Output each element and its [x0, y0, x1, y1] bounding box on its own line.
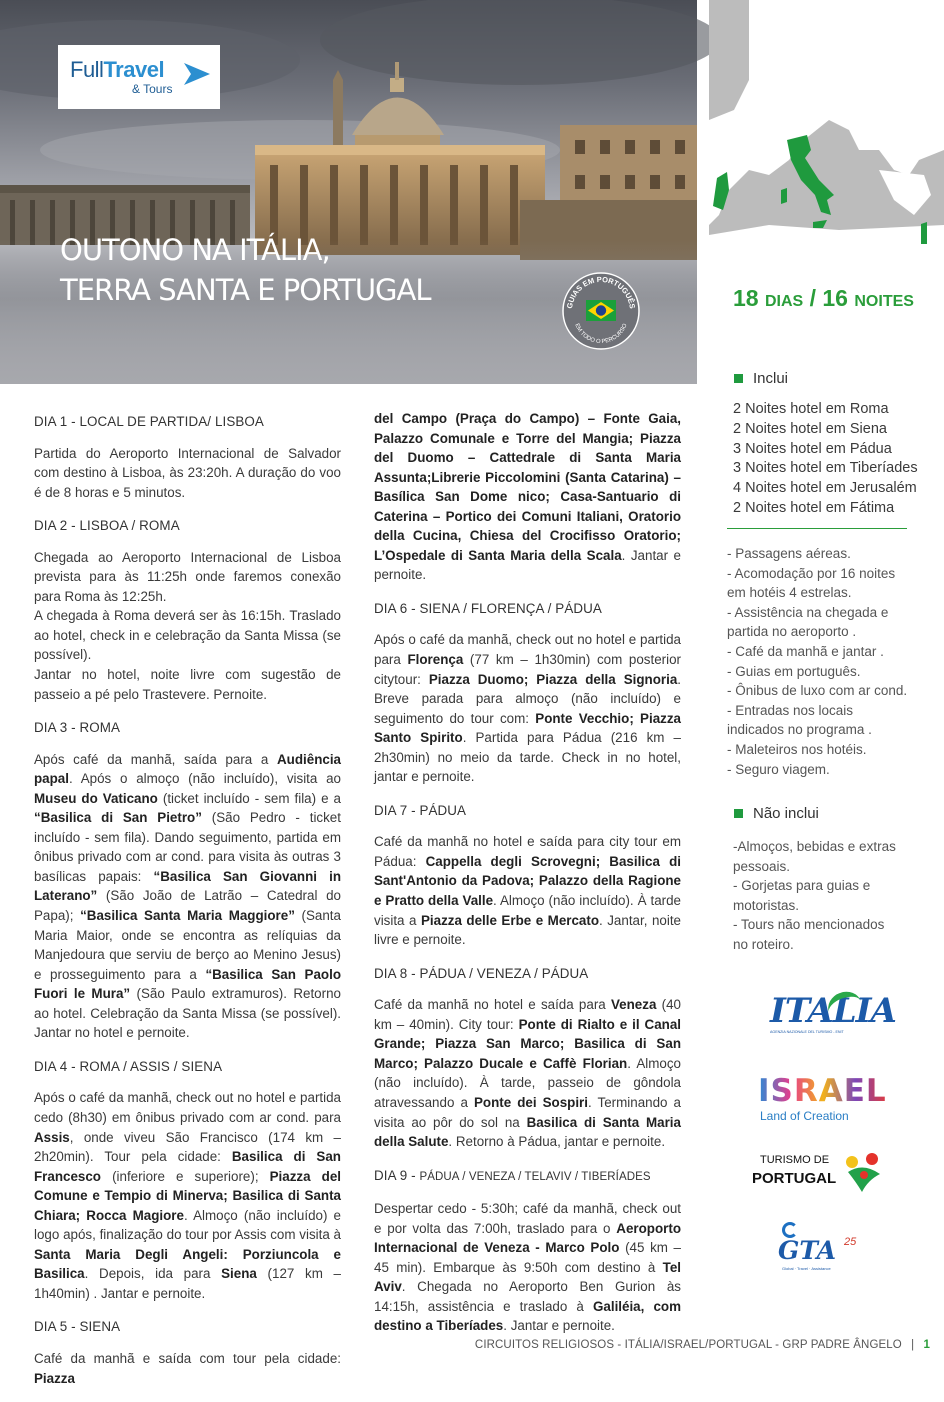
bullet-square-icon [734, 809, 743, 818]
hotel-nights-list [733, 400, 918, 519]
europe-map-image [709, 0, 944, 244]
day-1-text: Partida do Aeroporto Internacional de Salvador com destino à Lisboa, às 23:20h. A duração do voo é de 8 horas e 5 minutos. [34, 445, 341, 500]
divider [727, 528, 907, 529]
day-5-text-start: Café da manhã e saída com tour pela cidade: Piazza [34, 1350, 341, 1386]
day-1-title: DIA 1 - LOCAL DE PARTIDA/ LISBOA [34, 414, 264, 429]
list-item: - Guias em português. [727, 663, 861, 679]
day-8-text: Café da manhã no hotel e saída para Veneza (40 km – 40min). City tour: Ponte di Rialto e il Canal Grande; Piazza San Marco; Basilica di San Marco; Palazzo Ducale e Caffè Florian. Almoço (não incluído). À tarde, passeio de gôndola atravessando a Ponte dei Sospiri. Terminando a visita ao pôr do sol na Basilica di Santa Maria della Salute. Retorno à Pádua, jantar e pernoite. [374, 997, 681, 1150]
title-line-2: TERRA SANTA E PORTUGAL [60, 273, 431, 307]
itinerary-column-left [34, 412, 341, 1402]
includes-list [727, 544, 912, 779]
day-9-text: Despertar cedo - 5:30h; café da manhã, check out e por volta das 7:00h, traslado para o Aeroporto Internacional de Veneza - Marco Polo (45 km – 45 min). Embarque às 9:50h com destino à Tel Aviv. Chegada no Aeroporto Ben Gurion às 14:15h, assistência e traslado à Galiléia, com destino a Tiberíades. Jantar e pernoite. [374, 1201, 682, 1334]
list-item: - Café da manhã e jantar . [727, 643, 884, 659]
israel-logo [758, 1073, 888, 1129]
gta-years: 25 [844, 1236, 857, 1248]
page-title [60, 230, 431, 310]
italia-wordmark: ITALIA [770, 991, 896, 1031]
day-5-title: DIA 5 - SIENA [34, 1319, 121, 1335]
gta-subtitle: Global · Travel · Assistance [782, 1266, 831, 1271]
day-9-title: DIA 9 - PÁDUA / VENEZA / TELAVIV / TIBERÍADES [374, 1167, 651, 1183]
day-8-title: DIA 8 - PÁDUA / VENEZA / PÁDUA [374, 965, 589, 981]
logo-subtitle: & Tours [132, 82, 173, 96]
list-item: 2 Noites hotel em Siena [733, 420, 887, 437]
gta-logo [778, 1222, 868, 1282]
day-4-text: Após o café da manhã, check out no hotel e partida cedo (8h30) em ônibus privado com ar cond. para Assis, onde viveu São Francisco (174 km – 2h20min). Tour pela cidade: Basilica di San Francesco (inferiore e superiore); Piazza del Comune e Tempio di Minerva; Basilica di Santa Chiara; Rocca Magiore. Almoço (não incluído) e logo após, finalização do tour por Assis com visita à Santa Maria Degli Angeli: Porziuncola e Basilica. Depois, ida para Siena (127 km – 1h40min) . Jantar e pernoite. [34, 1090, 342, 1301]
page-number: 1 [923, 1339, 930, 1351]
day-7-title: DIA 7 - PÁDUA [374, 802, 467, 818]
list-item: - Tours não mencionados no roteiro. [733, 917, 885, 952]
list-item: - Maleteiros nos hotéis. [727, 741, 867, 757]
badge-bottom-text: EM TODO O PERCURSO [573, 322, 629, 346]
day-6-title: DIA 6 - SIENA / FLORENÇA / PÁDUA [374, 600, 602, 616]
brazil-flag-icon [586, 300, 616, 321]
title-line-1: OUTONO NA ITÁLIA, [60, 233, 330, 267]
route-map [709, 0, 944, 244]
day-7-text: Café da manhã no hotel e saída para city tour em Pádua: Cappella degli Scrovegni; Basilica di Sant'Antonio da Padova; Palazzo della Ragione e Pratto della Valle. Almoço (não incluído). À tarde visita a Piazza delle Erbe e Mercato. Jantar, noite livre e pernoite. [374, 834, 681, 948]
excludes-list [733, 837, 898, 955]
list-item: - Gorjetas para guias e motoristas. [733, 878, 871, 913]
day-2-title: DIA 2 - LISBOA / ROMA [34, 518, 180, 534]
includes-heading: Inclui [734, 370, 788, 387]
badge-top-text: GUIAS EM PORTUGUÊS [565, 274, 637, 310]
list-item: - Passagens aéreas. [727, 546, 851, 561]
list-item: 4 Noites hotel em Jerusalém [733, 480, 917, 497]
list-item: 2 Noites hotel em Fátima [733, 499, 895, 516]
bullet-square-icon [734, 374, 743, 383]
italia-logo [770, 990, 896, 1040]
list-item: - Acomodação por 16 noites em hotéis 4 estrelas. [727, 565, 896, 601]
page-footer: CIRCUITOS RELIGIOSOS - ITÁLIA/ISRAEL/PORTUGAL - GRP PADRE ÂNGELO | 1 [474, 1339, 930, 1351]
gta-wordmark: GTA [778, 1236, 836, 1265]
trip-duration: 18 DIAS / 16 NOITES [733, 285, 914, 311]
italia-subtitle: AGENZIA NAZIONALE DEL TURISMO - ENIT [770, 1030, 844, 1034]
arrow-icon [184, 63, 210, 85]
day-6-text: Após o café da manhã, check out no hotel e partida para Florença (77 km – 1h30min) com posterior citytour: Piazza Duomo; Piazza della Signoria. Breve parada para almoço (não incluído) e seguimento do tour com: Ponte Vecchio; Piazza Santo Spirito. Partida para Pádua (216 km – 2h30min) no meio da tarde. Check in no hotel, jantar e pernoite. [374, 632, 681, 785]
day-4-title: DIA 4 - ROMA / ASSIS / SIENA [34, 1058, 223, 1074]
list-item: 3 Noites hotel em Pádua [733, 440, 892, 457]
list-item: - Entradas nos locais indicados no programa . [727, 702, 872, 738]
portugal-tourism-logo [752, 1150, 892, 1200]
logo-wordmark: FullTravel [70, 57, 165, 82]
hero-banner [0, 0, 697, 384]
portugal-flower-icon [840, 1150, 886, 1196]
list-item: - Ônibus de luxo com ar cond. [727, 683, 908, 699]
day-5-text-continued: del Campo (Praça do Campo) – Fonte Gaia, Palazzo Comunale e Torre del Mangia; Piazza del Duomo – Cattedrale di Santa Maria Assunta;Librerie Piccolomini (Santa Catarina) – Basílica San Dome nico; Casa-Santuario di Caterina – Portico dei Comuni Italiani, Oratorio della Cucina, Chiesa del Crocifisso Oratorio; L’Ospedale di Santa Maria della Scala. Jantar e pernoite. [374, 411, 682, 583]
list-item: 2 Noites hotel em Roma [733, 401, 889, 417]
day-3-text: Após café da manhã, saída para a Audiência papal. Após o almoço (não incluído), visita ao Museu do Vaticano (ticket incluído - sem fila) e a “Basilica di San Pietro” (São Pedro - ticket incluído - sem fila). Dando seguimento, partida em ônibus privado com ar cond. para visita às outras 3 basílicas papais: “Basilica San Giovanni in Laterano” (São João de Latrão – Catedral do Papa); “Basilica Santa Maria Maggiore” (Santa Maria Maior, onde se encontra as relíquias da Manjedoura que serviu de berço ao Menino Jesus) e prosseguimento para a “Basilica San Paolo Fuori le Mura” (São Paulo extramuros). Retorno ao hotel. Celebração da Santa Missa (se possível). Jantar no hotel e pernoite. [34, 751, 342, 1041]
list-item: -Almoços, bebidas e extras pessoais. [733, 839, 896, 874]
excludes-heading: Não inclui [734, 805, 819, 822]
fulltravel-logo[interactable] [58, 45, 220, 109]
day-3-title: DIA 3 - ROMA [34, 720, 121, 736]
israel-wordmark: ISRAEL [758, 1073, 887, 1109]
day-2-text: Chegada ao Aeroporto Internacional de Lisboa prevista para às 11:25h onde faremos conexão para Roma às 12:25h. A chegada à Roma deverá ser às 16:15h. Traslado ao hotel, check in e celebração da Santa Missa (se possível). Jantar no hotel, noite livre com sugestão de passeio a pé pelo Trastevere. Pernoite. [34, 549, 341, 702]
list-item: - Assistência na chegada e partida no aeroporto . [727, 604, 889, 640]
portugal-line2: PORTUGAL [752, 1170, 837, 1187]
list-item: 3 Noites hotel em Tiberíades [733, 460, 918, 477]
israel-tagline: Land of Creation [760, 1109, 849, 1123]
portuguese-guides-badge [562, 272, 640, 350]
portugal-line1: TURISMO DE [760, 1154, 830, 1166]
itinerary-column-middle [374, 409, 681, 1350]
list-item: - Seguro viagem. [727, 761, 830, 777]
